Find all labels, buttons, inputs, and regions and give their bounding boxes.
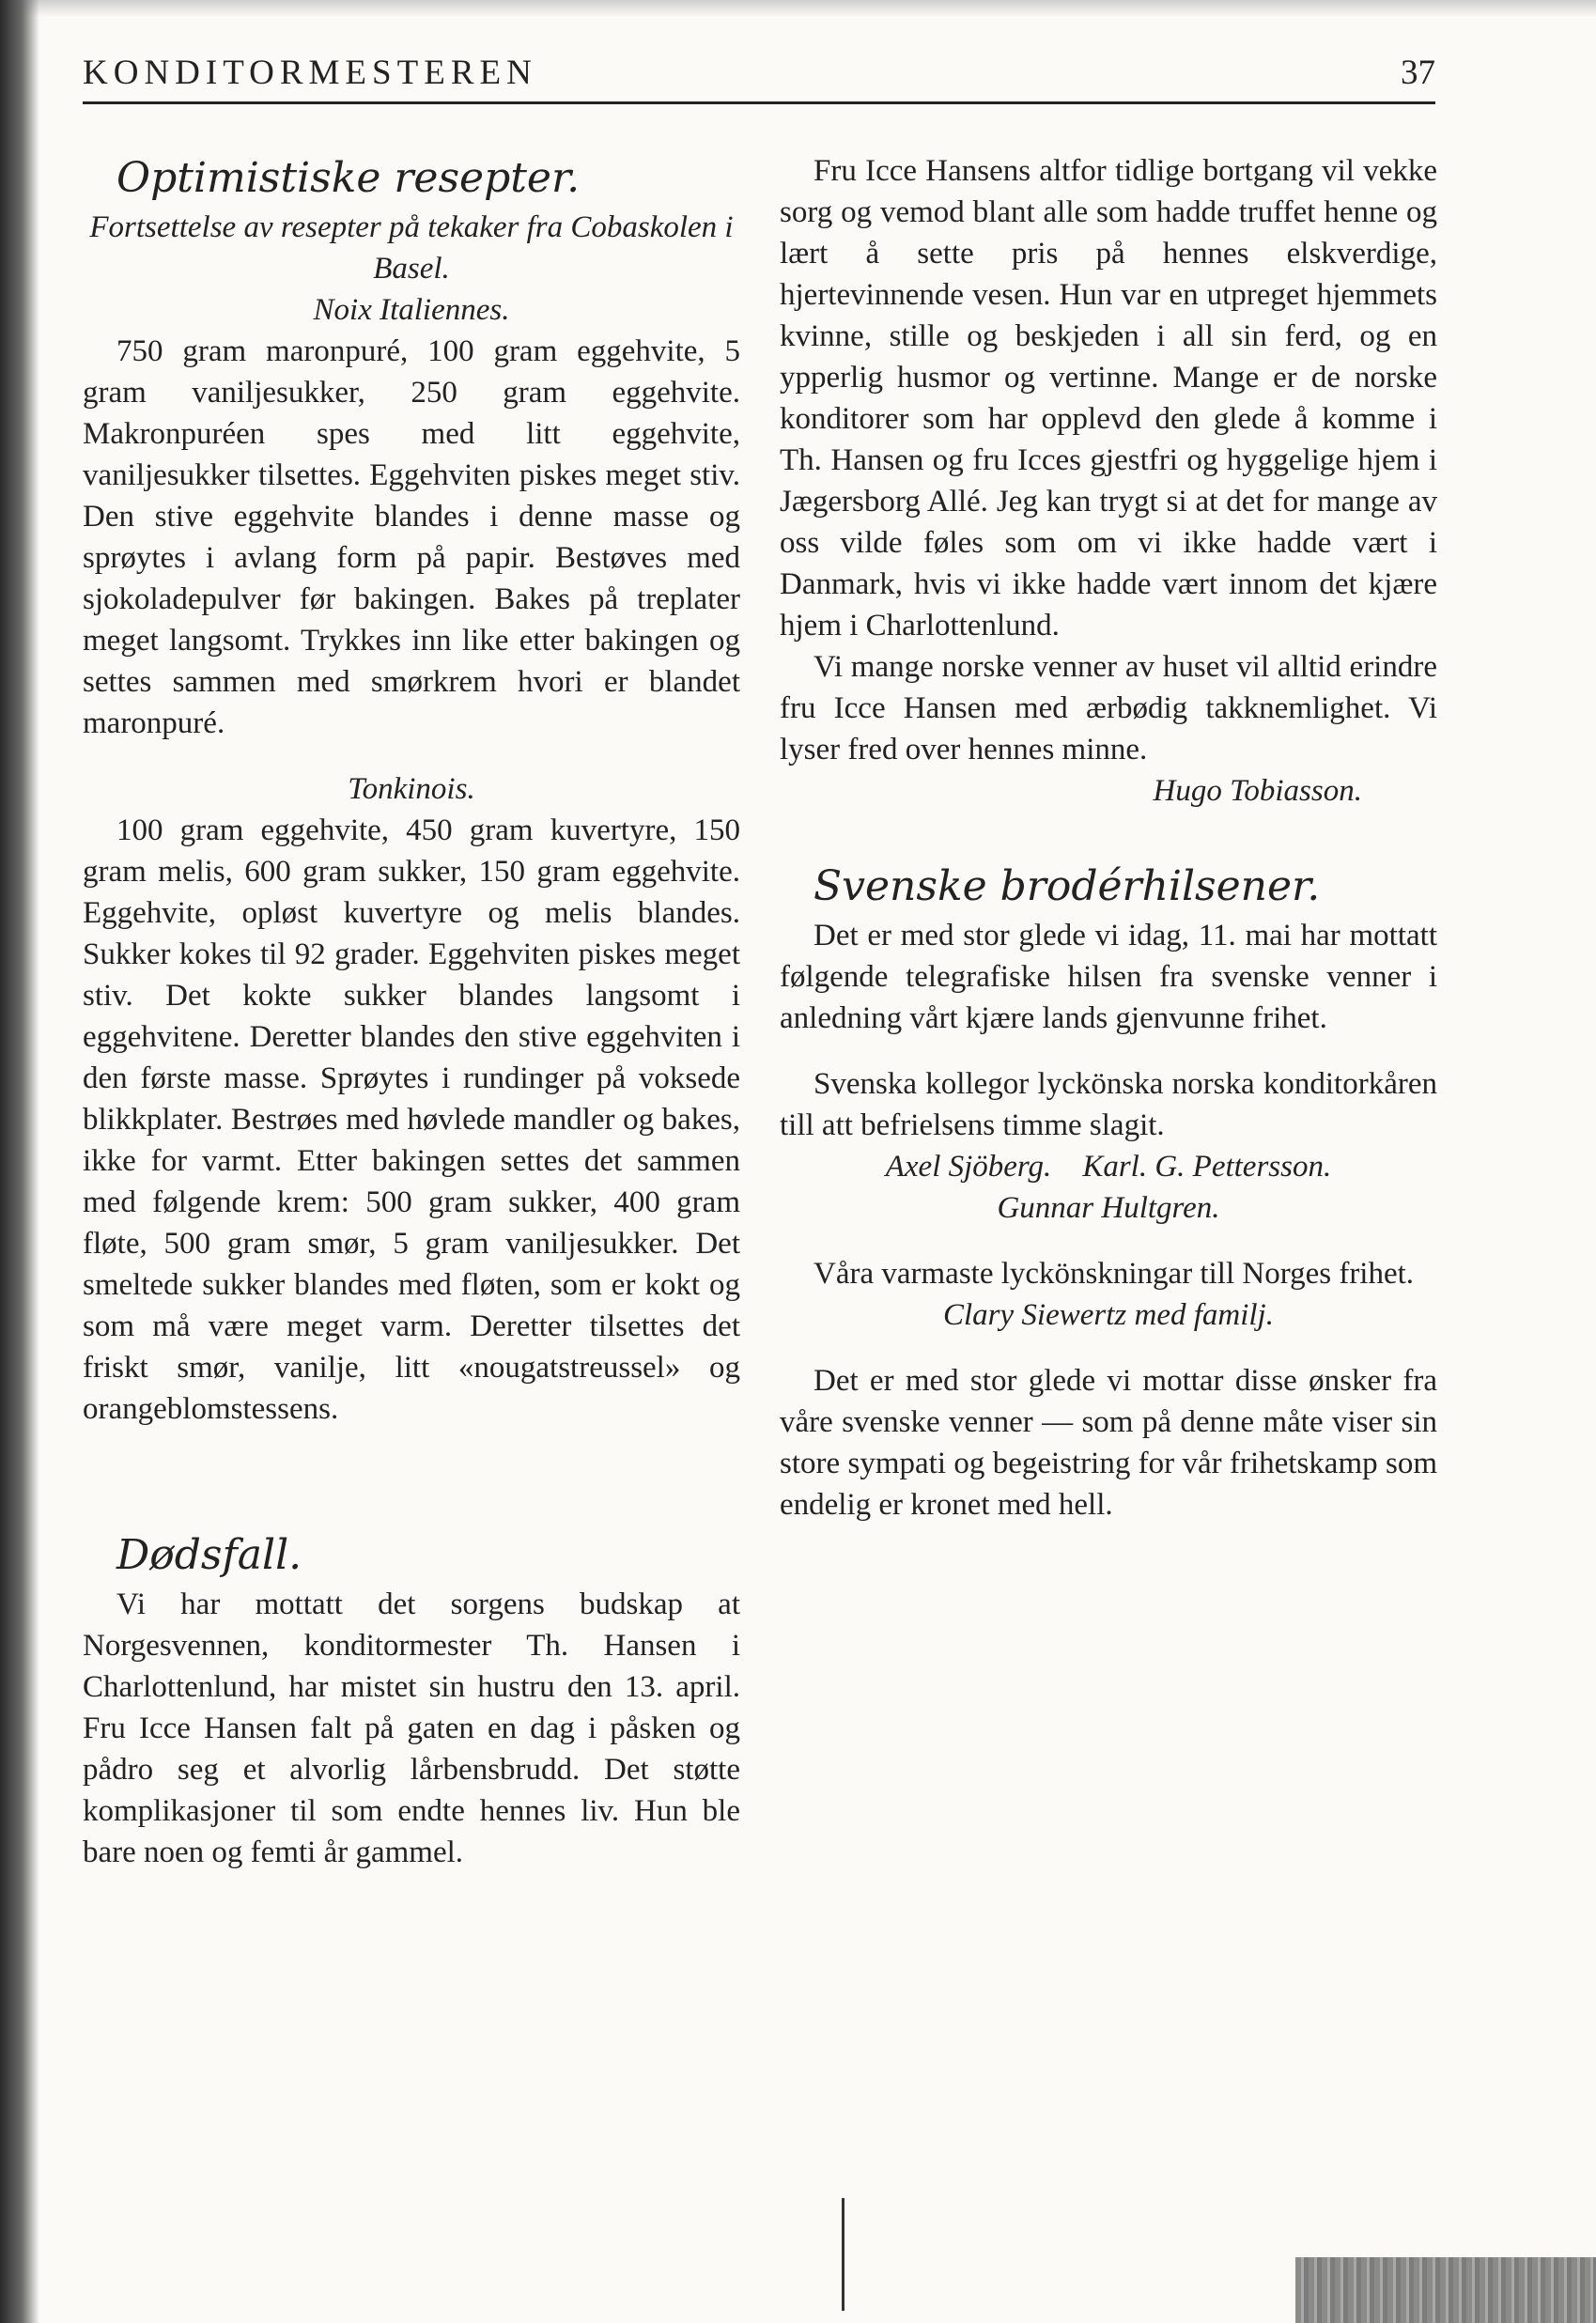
spacer — [780, 1336, 1437, 1360]
recipes-subtitle: Fortsettelse av resepter på tekaker fra Cobaskolen i Basel. — [89, 210, 734, 286]
signature-siewertz: Clary Siewertz med familj. — [943, 1298, 1274, 1332]
greetings-signatures-1 — [780, 1146, 1437, 1187]
scan-top-shadow — [0, 0, 1596, 17]
greetings-message-2: Våra varmaste lyckönskningar till Norges frihet. — [813, 1257, 1415, 1291]
spacer — [780, 812, 1437, 859]
spacer — [83, 744, 740, 768]
tonkinois-title: Tonkinois. — [348, 772, 475, 806]
scan-corner-artifact — [1295, 2257, 1596, 2323]
spacer — [780, 1039, 1437, 1063]
header-rule — [83, 101, 1435, 104]
death-heading: Dødsfall. — [116, 1531, 302, 1579]
page-number: 37 — [1401, 54, 1435, 92]
greetings-message-1: Svenska kollegor lyckönska norska konditorkåren till att befrielsens timme slagit. — [780, 1067, 1437, 1142]
scan-mark — [842, 2198, 844, 2311]
signature-sjoberg: Axel Sjöberg. — [885, 1150, 1052, 1184]
greetings-closing: Det er med stor glede vi mottar disse ønsker fra våre svenske venner — som på denne måte viser sin store sympati og begeistring for vår frihetskamp som endelig er kronet med hell. — [780, 1364, 1437, 1522]
noix-title: Noix Italiennes. — [313, 293, 510, 327]
spacer — [83, 1430, 740, 1527]
death-notice: Vi har mottatt det sorgens budskap at Norgesvennen, konditormester Th. Hansen i Charlottenlund, har mistet sin hustru den 13. april. Fru Icce Hansen falt på gaten en dag i påsken og pådro seg et alvorlig lårbensbrudd. Det støtte komplikasjoner til som endte hennes liv. Hun ble bare noen og femti år gammel. — [83, 1587, 740, 1869]
spacer — [780, 1229, 1437, 1253]
signature-hultgren: Gunnar Hultgren. — [997, 1191, 1220, 1225]
scan-binding-edge — [0, 0, 39, 2323]
noix-recipe: 750 gram maronpuré, 100 gram eggehvite, 5 gram vaniljesukker, 250 gram eggehvite. Makronpuréen spes med litt eggehvite, vaniljesukker tilsettes. Eggehviten piskes meget stiv. Den stive eggehvite blandes i denne masse og sprøytes i avlang form på papir. Bestøves med sjokoladepulver før bakingen. Bakes på treplater meget langsomt. Trykkes inn like etter bakingen og settes sammen med smørkrem hvori er blandet maronpuré. — [83, 334, 740, 740]
obituary-paragraph-1: Fru Icce Hansens altfor tidlige bortgang vil vekke sorg og vemod blant alle som hadde truffet henne og lært å sette pris på hennes elskverdige, hjertevinnende vesen. Hun var en utpreget hjemmets kvinne, stille og beskjeden i all sin ferd, og en ypperlig husmor og vertinne. Mange er de norske konditorer som har opplevd den glede å komme i Th. Hansen og fru Icces gjestfri og hyggelige hjem i Jægersborg Allé. Jeg kan trygt si at det for mange av oss vilde føles som om vi ikke hadde vært i Danmark, hvis vi ikke hadde vært innom det kjære hjem i Charlottenlund. — [780, 154, 1437, 643]
left-column — [83, 150, 740, 1873]
page-header — [83, 47, 1435, 103]
greetings-heading: Svenske brodérhilsener. — [813, 862, 1321, 910]
tonkinois-recipe: 100 gram eggehvite, 450 gram kuvertyre, 150 gram melis, 600 gram sukker, 150 gram eggehvite. Eggehvite, opløst kuvertyre og melis blandes. Sukker kokes til 92 grader. Eggehviten piskes meget stiv. Det kokte sukker blandes langsomt i eggehvitene. Deretter blandes den stive eggehviten i den første masse. Sprøytes i rundinger på voksede blikkplater. Bestrøes med høvlede mandler og bakes, ikke for varmt. Etter bakingen settes det sammen med følgende krem: 500 gram sukker, 400 gram fløte, 500 gram smør, 5 gram vaniljesukker. Det smeltede sukker blandes med fløten, som er kokt og som må være meget varm. Deretter tilsettes det friskt smør, vanilje, litt «nougatstreussel» og orangeblomstessens. — [83, 813, 740, 1426]
right-column — [780, 150, 1437, 1525]
greetings-intro: Det er med stor glede vi idag, 11. mai har mottatt følgende telegrafiske hilsen fra svenske venner i anledning vårt kjære lands gjenvunne frihet. — [780, 919, 1437, 1035]
signature-pettersson: Karl. G. Pettersson. — [1082, 1150, 1332, 1184]
obituary-paragraph-2: Vi mange norske venner av huset vil alltid erindre fru Icce Hansen med ærbødig takknemlighet. Vi lyser fred over hennes minne. — [780, 650, 1437, 767]
running-title: KONDITORMESTEREN — [83, 54, 537, 92]
recipes-heading: Optimistiske resepter. — [116, 154, 581, 202]
obituary-signature: Hugo Tobiasson. — [1153, 774, 1362, 808]
